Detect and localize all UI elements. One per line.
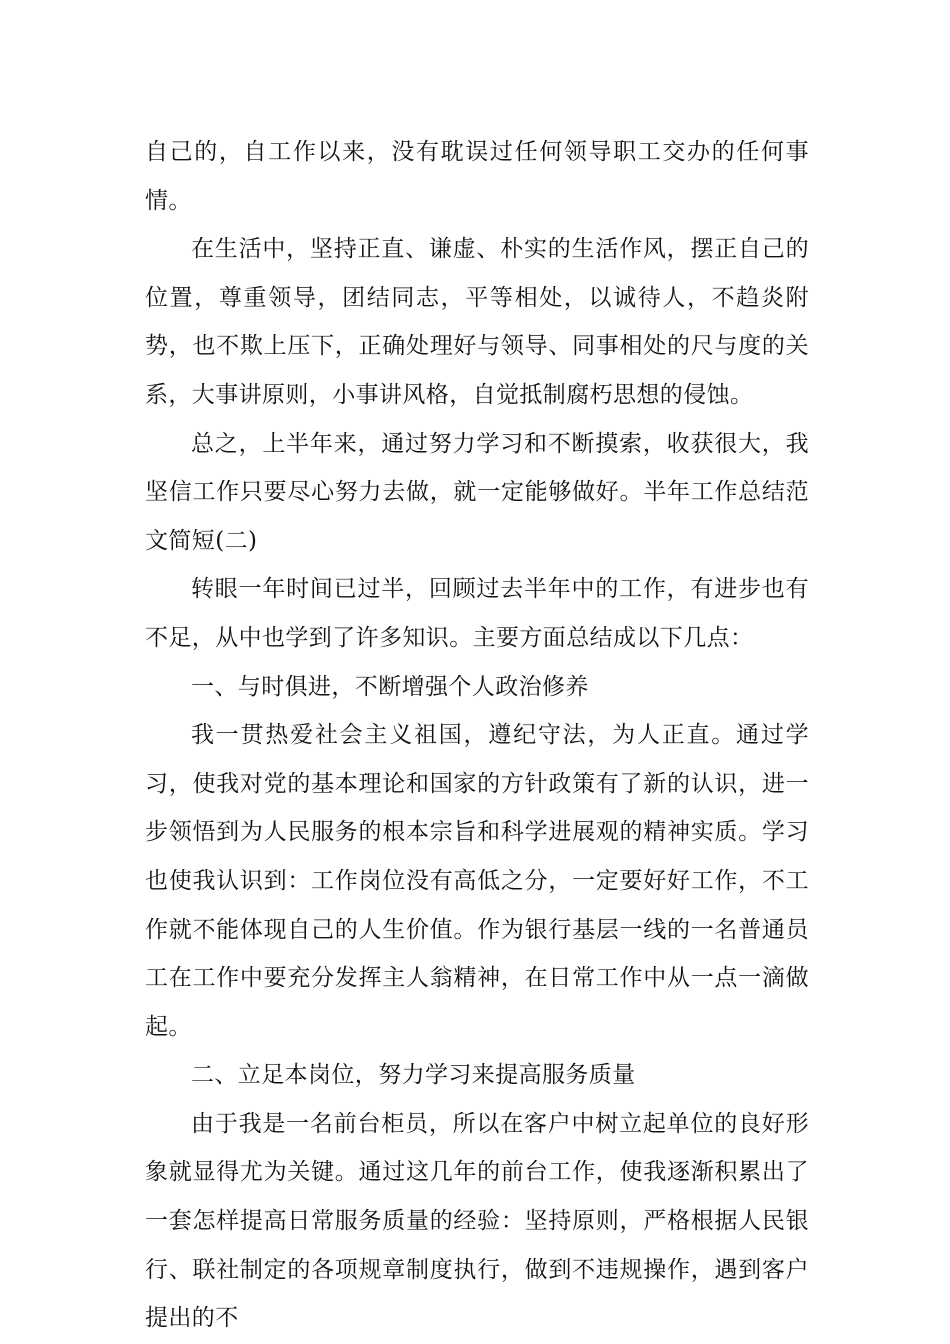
paragraph-intro: 转眼一年时间已过半，回顾过去半年中的工作，有进步也有不足，从中也学到了许多知识。主要方面总结成以下几点：	[145, 576, 809, 651]
paragraph-summary: 总之，上半年来，通过努力学习和不断摸索，收获很大，我坚信工作只要尽心努力去做，就一定能够做好。半年工作总结范文简短(二)	[145, 430, 809, 554]
paragraph-political: 我一贯热爱社会主义祖国，遵纪守法，为人正直。通过学习，使我对党的基本理论和国家的方针政策有了新的认识，进一步领悟到为人民服务的根本宗旨和科学进展观的精神实质。学习也使我认识到：工作岗位没有高低之分，一定要好好工作，不工作就不能体现自己的人生价值。作为银行基层一线的一名普通员工在工作中要充分发挥主人翁精神，在日常工作中从一点一滴做起。	[145, 722, 809, 1040]
section-heading-2: 二、立足本岗位，努力学习来提高服务质量	[191, 1062, 636, 1089]
paragraph-life: 在生活中，坚持正直、谦虚、朴实的生活作风，摆正自己的位置，尊重领导，团结同志，平等相处，以诚待人，不趋炎附势，也不欺上压下，正确处理好与领导、同事相处的尺与度的关系，大事讲原则，小事讲风格，自觉抵制腐朽思想的侵蚀。	[145, 236, 809, 408]
paragraph-continuation: 自己的，自工作以来，没有耽误过任何领导职工交办的任何事情。	[145, 139, 809, 214]
section-heading-1: 一、与时俱进，不断增强个人政治修养	[191, 673, 589, 700]
document-body	[145, 128, 809, 1343]
paragraph-service: 由于我是一名前台柜员，所以在客户中树立起单位的良好形象就显得尤为关键。通过这几年的前台工作，使我逐渐积累出了一套怎样提高日常服务质量的经验：坚持原则，严格根据人民银行、联社制定的各项规章制度执行，做到不违规操作，遇到客户提出的不	[145, 1110, 809, 1332]
